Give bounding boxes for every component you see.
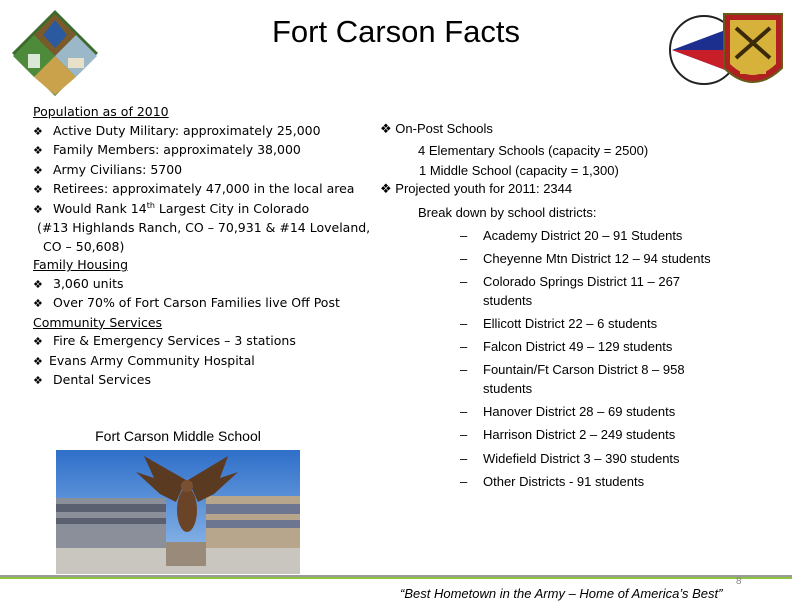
projected-youth: Projected youth for 2011: 2344 bbox=[395, 181, 573, 196]
footer-divider bbox=[0, 575, 792, 579]
pop-item: Family Members: approximately 38,000 bbox=[53, 142, 301, 157]
housing-heading: Family Housing bbox=[33, 257, 129, 272]
photo-caption: Fort Carson Middle School bbox=[95, 428, 261, 444]
bullet-icon: ❖ bbox=[33, 202, 43, 216]
pop-item: Would Rank 14 bbox=[53, 200, 147, 216]
services-item: Dental Services bbox=[53, 372, 151, 387]
rank-suffix: Largest City in Colorado bbox=[154, 200, 310, 216]
page-number: 8 bbox=[736, 576, 742, 587]
bullet-icon: ❖ bbox=[33, 297, 43, 310]
bullet-icon: ❖ bbox=[33, 124, 43, 138]
services-item: Fire & Emergency Services – 3 stations bbox=[53, 333, 296, 348]
bullet-icon: ❖ bbox=[33, 183, 43, 196]
bullet-icon: ❖ bbox=[33, 277, 43, 291]
housing-item: 3,060 units bbox=[53, 275, 124, 291]
bullet-icon: ❖ bbox=[380, 121, 396, 136]
tagline: “Best Hometown in the Army – Home of America’s Best” bbox=[400, 586, 723, 601]
rank-note: (#13 Highlands Ranch, CO – 70,931 & #14 Loveland, bbox=[37, 220, 371, 235]
housing-item: Over 70% of Fort Carson Families live Off Post bbox=[53, 295, 340, 310]
services-heading: Community Services bbox=[33, 314, 163, 330]
bullet-icon: ❖ bbox=[33, 163, 43, 177]
installation-logo bbox=[10, 8, 100, 98]
school-line: 4 Elementary Schools (capacity = 2500) bbox=[418, 143, 649, 158]
pop-item: Army Civilians: 5700 bbox=[53, 161, 183, 177]
bullet-icon: ❖ bbox=[380, 181, 396, 196]
bullet-icon: ❖ bbox=[33, 354, 43, 368]
slide-title: Fort Carson Facts bbox=[271, 14, 521, 49]
bullet-icon: ❖ bbox=[33, 374, 43, 387]
schools-heading: On-Post Schools bbox=[395, 121, 493, 136]
middle-school-photo bbox=[56, 450, 300, 574]
bullet-icon: ❖ bbox=[33, 144, 43, 157]
school-line: 1 Middle School (capacity = 1,300) bbox=[419, 163, 619, 178]
breakdown-heading: Break down by school districts: bbox=[418, 205, 597, 220]
rank-ordinal: th bbox=[146, 200, 155, 210]
rank-note: CO – 50,608) bbox=[43, 238, 125, 254]
left-column bbox=[33, 103, 383, 391]
unit-insignia bbox=[666, 8, 786, 98]
services-item: Evans Army Community Hospital bbox=[49, 352, 255, 368]
population-heading: Population as of 2010 bbox=[33, 104, 169, 119]
bullet-icon: ❖ bbox=[33, 335, 43, 348]
pop-item: Active Duty Military: approximately 25,000 bbox=[53, 122, 321, 138]
pop-item: Retirees: approximately 47,000 in the local area bbox=[53, 181, 355, 196]
